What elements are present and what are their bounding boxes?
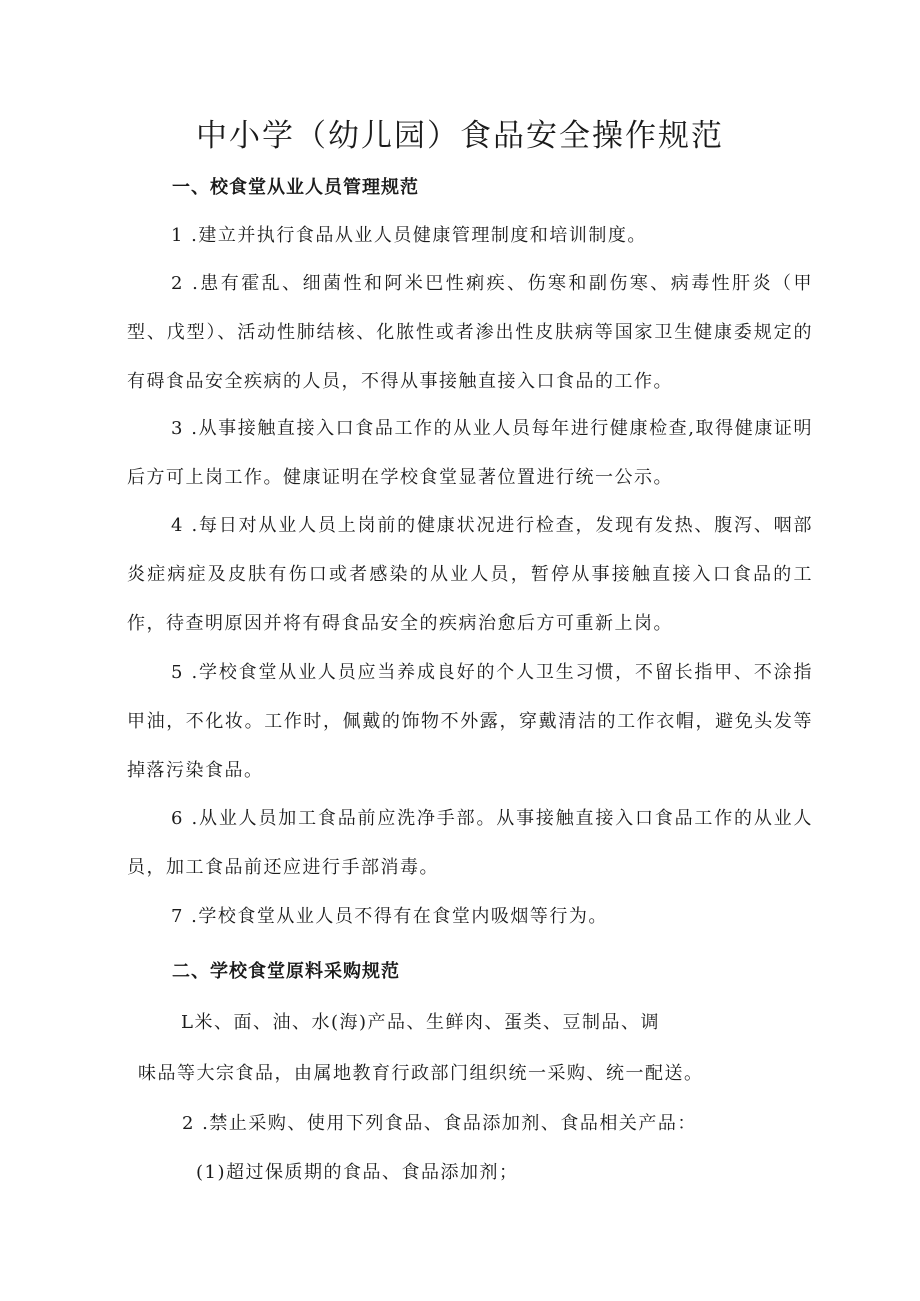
procurement-sub-item-1: (1)超过保质期的食品、食品添加剂； bbox=[196, 1162, 519, 1183]
section-heading-staff-management: 一、校食堂从业人员管理规范 bbox=[172, 177, 419, 198]
section-heading-procurement: 二、学校食堂原料采购规范 bbox=[172, 961, 400, 982]
paragraph-item-6: 6 .从业人员加工食品前应洗净手部。从事接触直接入口食品工作的从业人员，加工食品前还应进行手部消毒。 bbox=[127, 808, 813, 878]
paragraph-item-2: 2 .患有霍乱、细菌性和阿米巴性痢疾、伤寒和副伤寒、病毒性肝炎（甲型、戊型）、活动性肺结核、化脓性或者渗出性皮肤病等国家卫生健康委规定的有碍食品安全疾病的人员，不得从事接触直接入口食品的工作。 bbox=[127, 273, 813, 392]
paragraph-item-1: 1 .建立并执行食品从业人员健康管理制度和培训制度。 bbox=[171, 225, 647, 246]
paragraph-item-7: 7 .学校食堂从业人员不得有在食堂内吸烟等行为。 bbox=[171, 906, 608, 927]
paragraph-item-5: 5 .学校食堂从业人员应当养成良好的个人卫生习惯，不留长指甲、不涂指甲油，不化妆。工作时，佩戴的饰物不外露，穿戴清洁的工作衣帽，避免头发等掉落污染食品。 bbox=[127, 662, 813, 781]
procurement-item-2: 2 .禁止采购、使用下列食品、食品添加剂、食品相关产品： bbox=[182, 1113, 697, 1134]
paragraph-item-3: 3 .从事接触直接入口食品工作的从业人员每年进行健康检查,取得健康证明后方可上岗工作。健康证明在学校食堂显著位置进行统一公示。 bbox=[127, 418, 813, 488]
procurement-item-1-line-1: L米、面、油、水(海)产品、生鲜肉、蛋类、豆制品、调 bbox=[181, 1012, 660, 1033]
paragraph-item-4: 4 .每日对从业人员上岗前的健康状况进行检查，发现有发热、腹泻、咽部炎症病症及皮肤有伤口或者感染的从业人员，暂停从事接触直接入口食品的工作，待查明原因并将有碍食品安全的疾病治愈后方可重新上岗。 bbox=[127, 515, 813, 634]
document-title: 中小学（幼儿园）食品安全操作规范 bbox=[196, 118, 724, 154]
procurement-item-1-line-2: 味品等大宗食品，由属地教育行政部门组织统一采购、统一配送。 bbox=[138, 1063, 704, 1084]
